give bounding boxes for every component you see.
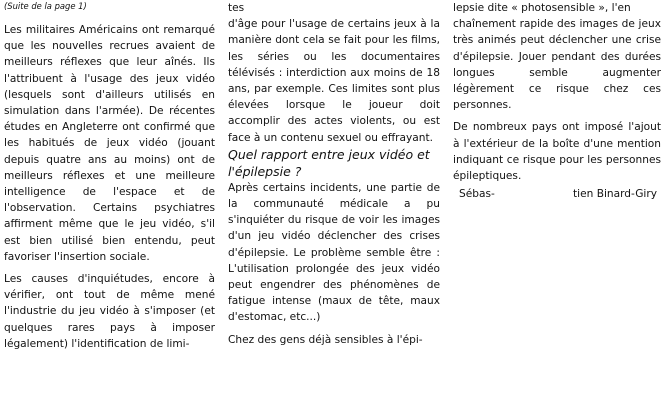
- article-column-3: [453, 0, 661, 202]
- paragraph-sensitive-people: Chez des gens déjà sensibles à l'épi-: [228, 333, 423, 346]
- paragraph-age-limits: d'âge pour l'usage de certains jeux à la manière dont cela se fait pour les films, les séries ou les documentaires télévisés : interdiction aux moins de 18 ans, par exemple. Ces limites sont plus élevées lorsque le joueur doit accomplir des actes violents, ou est face à un contenu sexuel ou effrayant.: [228, 18, 440, 144]
- paragraph-causes-inquietude: Les causes d'inquiétudes, encore à vérifier, ont tout de même mené l'industrie du jeu vidéo à s'imposer (et quelques rares pays à imposer légalement) l'identification de limi-: [4, 273, 215, 350]
- section-heading-epilepsy: Quel rapport entre jeux vidéo et l'épilepsie ?: [228, 146, 430, 179]
- paragraph-military-reflexes: Les militaires Américains ont remarqué que les nouvelles recrues avaient de meilleurs réflexes que leur aînés. Ils l'attribuent à l'usage des jeux vidéo (lesquels sont d'ailleurs utilisés en simulation dans l'armée). De récentes études en Angleterre ont confirmé que les habitués de jeux vidéo (jouant depuis quatre ans au moins) ont de meilleurs réflexes et une meilleure intelligence de l'espace et de l'observation. Certains psychiatres affirment même que le jeu vidéo, s'il est bien utilisé bien entendu, peut favoriser l'insertion sociale.: [4, 24, 215, 263]
- paragraph-warning-labels: De nombreux pays ont imposé l'ajout à l'extérieur de la boîte d'une mention indiquant ce risque pour les personnes épileptiques.: [453, 121, 661, 183]
- author-name-part-1: Sébas-: [459, 188, 495, 201]
- paragraph-photosensitive-start: lepsie dite « photosensible », l'en: [453, 2, 631, 14]
- article-column-1: [4, 0, 215, 352]
- spacer: [4, 12, 215, 22]
- continuation-note: (Suite de la page 1): [4, 1, 87, 11]
- paragraph-medical-concerns: Après certains incidents, une partie de la communauté médicale a pu s'inquiéter du risque de voir les images d'un jeu vidéo déclencher des crises d'épilepsie. Le problème semble être : L'utilisation prolongée des jeux vidéo peut engendrer des phénomènes de fatigue intense (maux de tête, maux d'estomac, etc...): [228, 181, 440, 324]
- article-column-2: [228, 0, 440, 348]
- author-signature: [453, 186, 661, 202]
- author-name-part-2: tien Binard-Giry: [573, 188, 657, 201]
- paragraph-continuation-start: tes: [228, 2, 245, 14]
- paragraph-image-sequence: chaînement rapide des images de jeux très animés peut déclencher une crise d'épilepsie. Jouer pendant des durées longues semble augmenter légèrement ce risque chez ces personnes.: [453, 18, 661, 112]
